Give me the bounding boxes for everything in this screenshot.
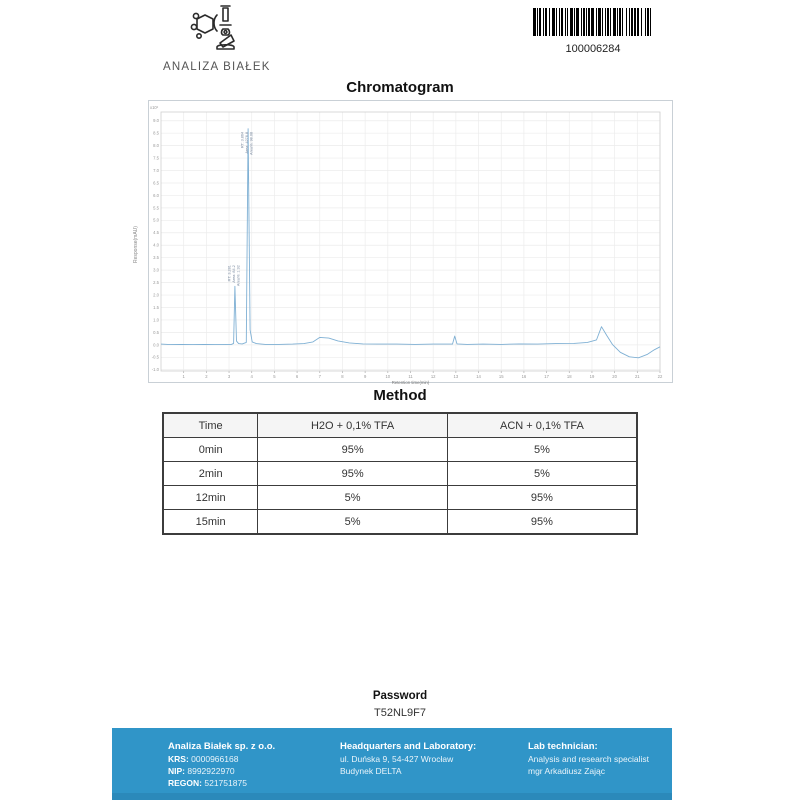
cell-h2o: 5% — [258, 486, 448, 510]
svg-text:8.5: 8.5 — [153, 130, 159, 136]
footer-bottom-strip — [112, 793, 672, 800]
company-logo — [163, 5, 271, 73]
svg-text:7: 7 — [318, 374, 321, 379]
svg-text:22: 22 — [657, 374, 663, 379]
password-label: Password — [372, 690, 428, 702]
company-nip — [168, 765, 275, 777]
svg-text:8.0: 8.0 — [153, 143, 159, 149]
svg-text:5.5: 5.5 — [153, 205, 159, 211]
col-header-h2o: H2O + 0,1% TFA — [258, 413, 448, 438]
svg-text:0.5: 0.5 — [153, 329, 159, 335]
cell-acn: 5% — [447, 438, 637, 462]
krs-label: KRS: — [168, 754, 189, 764]
barcode-block — [528, 8, 658, 55]
chromatogram-svg — [149, 101, 670, 385]
svg-text:7.0: 7.0 — [153, 167, 159, 173]
col-header-time: Time — [163, 413, 258, 438]
svg-text:4: 4 — [250, 374, 253, 379]
svg-text:6.5: 6.5 — [153, 180, 159, 186]
method-title: Method — [373, 387, 427, 404]
svg-text:0.0: 0.0 — [153, 342, 159, 348]
table-row — [163, 462, 637, 486]
svg-text:3.5: 3.5 — [153, 255, 159, 261]
cell-h2o: 95% — [258, 462, 448, 486]
svg-text:7.5: 7.5 — [153, 155, 159, 161]
password-value: T52NL9F7 — [374, 707, 426, 719]
company-regon — [168, 777, 275, 789]
svg-text:5.0: 5.0 — [153, 217, 159, 223]
cell-acn: 5% — [447, 462, 637, 486]
svg-text:16: 16 — [521, 374, 527, 379]
krs-value: 0000966168 — [191, 754, 239, 764]
svg-text:1.0: 1.0 — [153, 317, 159, 323]
svg-text:12: 12 — [430, 374, 436, 379]
logo-text: ANALIZA BIAŁEK — [163, 61, 271, 73]
technician-line2: mgr Arkadiusz Zając — [528, 766, 605, 776]
svg-text:Area%: 1.92: Area%: 1.92 — [236, 265, 241, 287]
svg-text:1: 1 — [182, 374, 185, 379]
svg-text:9.0: 9.0 — [153, 118, 159, 124]
svg-text:6.0: 6.0 — [153, 192, 159, 198]
svg-text:13: 13 — [453, 374, 459, 379]
hq-address-line2: Budynek DELTA — [340, 766, 402, 776]
barcode — [533, 8, 653, 36]
table-row — [163, 510, 637, 535]
cell-acn: 95% — [447, 486, 637, 510]
svg-text:11: 11 — [408, 374, 413, 379]
table-header-row — [163, 413, 637, 438]
table-row — [163, 486, 637, 510]
regon-value: 521751875 — [204, 778, 247, 788]
company-name: Analiza Białek sp. z o.o. — [168, 741, 276, 752]
svg-text:6: 6 — [295, 374, 299, 379]
molecule-microscope-icon — [187, 5, 245, 53]
nip-label: NIP: — [168, 766, 185, 776]
cell-h2o: 95% — [258, 438, 448, 462]
barcode-number: 100006284 — [565, 43, 621, 55]
svg-text:4.5: 4.5 — [153, 230, 159, 236]
svg-text:20: 20 — [612, 374, 617, 379]
cell-time: 15min — [163, 510, 258, 535]
nip-value: 8992922970 — [187, 766, 235, 776]
svg-text:1.5: 1.5 — [153, 304, 159, 310]
svg-text:10: 10 — [385, 374, 391, 379]
method-table — [162, 412, 638, 535]
svg-text:5: 5 — [273, 374, 276, 379]
svg-text:RT: 3.281: RT: 3.281 — [227, 265, 232, 282]
col-header-acn: ACN + 0,1% TFA — [447, 413, 637, 438]
svg-text:14: 14 — [476, 374, 481, 379]
chromatogram-chart — [148, 100, 673, 383]
svg-text:-0.5: -0.5 — [151, 354, 159, 360]
svg-text:15: 15 — [498, 374, 504, 379]
company-krs — [168, 753, 275, 765]
svg-text:8: 8 — [341, 374, 344, 379]
svg-text:17: 17 — [544, 374, 549, 379]
cell-time: 12min — [163, 486, 258, 510]
cell-h2o: 5% — [258, 510, 448, 535]
svg-text:2: 2 — [205, 374, 208, 379]
y-axis-label: Response(mAU) — [133, 226, 139, 264]
hq-address-line1: ul. Duńska 9, 54-427 Wrocław — [340, 754, 454, 764]
svg-text:Area: 84.2: Area: 84.2 — [231, 265, 236, 283]
svg-text:2.0: 2.0 — [153, 292, 159, 298]
cell-acn: 95% — [447, 510, 637, 535]
svg-text:19: 19 — [589, 374, 595, 379]
svg-text:-1.0: -1.0 — [151, 367, 159, 373]
hq-title: Headquarters and Laboratory: — [340, 741, 477, 752]
table-row — [163, 438, 637, 462]
technician-title: Lab technician: — [528, 741, 598, 752]
footer-technician-block — [528, 741, 649, 777]
svg-text:RT: 3.864: RT: 3.864 — [240, 131, 245, 149]
svg-text:2.5: 2.5 — [153, 279, 159, 285]
svg-text:Retention time(min): Retention time(min) — [391, 380, 430, 385]
footer — [112, 728, 672, 800]
svg-text:18: 18 — [566, 374, 572, 379]
chromatogram-title: Chromatogram — [346, 79, 454, 96]
footer-hq-block — [340, 741, 476, 777]
svg-text:Area%: 98.08: Area%: 98.08 — [249, 131, 254, 155]
cell-time: 2min — [163, 462, 258, 486]
svg-text:x10²: x10² — [150, 105, 159, 110]
technician-line1: Analysis and research specialist — [528, 754, 649, 764]
svg-text:21: 21 — [634, 374, 640, 379]
svg-text:Area: 4276.8: Area: 4276.8 — [245, 131, 250, 154]
svg-text:3.0: 3.0 — [153, 267, 159, 273]
footer-company-block — [168, 741, 275, 789]
regon-label: REGON: — [168, 778, 202, 788]
svg-text:3: 3 — [227, 374, 231, 379]
svg-text:4.0: 4.0 — [153, 242, 159, 248]
cell-time: 0min — [163, 438, 258, 462]
svg-text:9: 9 — [363, 374, 367, 379]
